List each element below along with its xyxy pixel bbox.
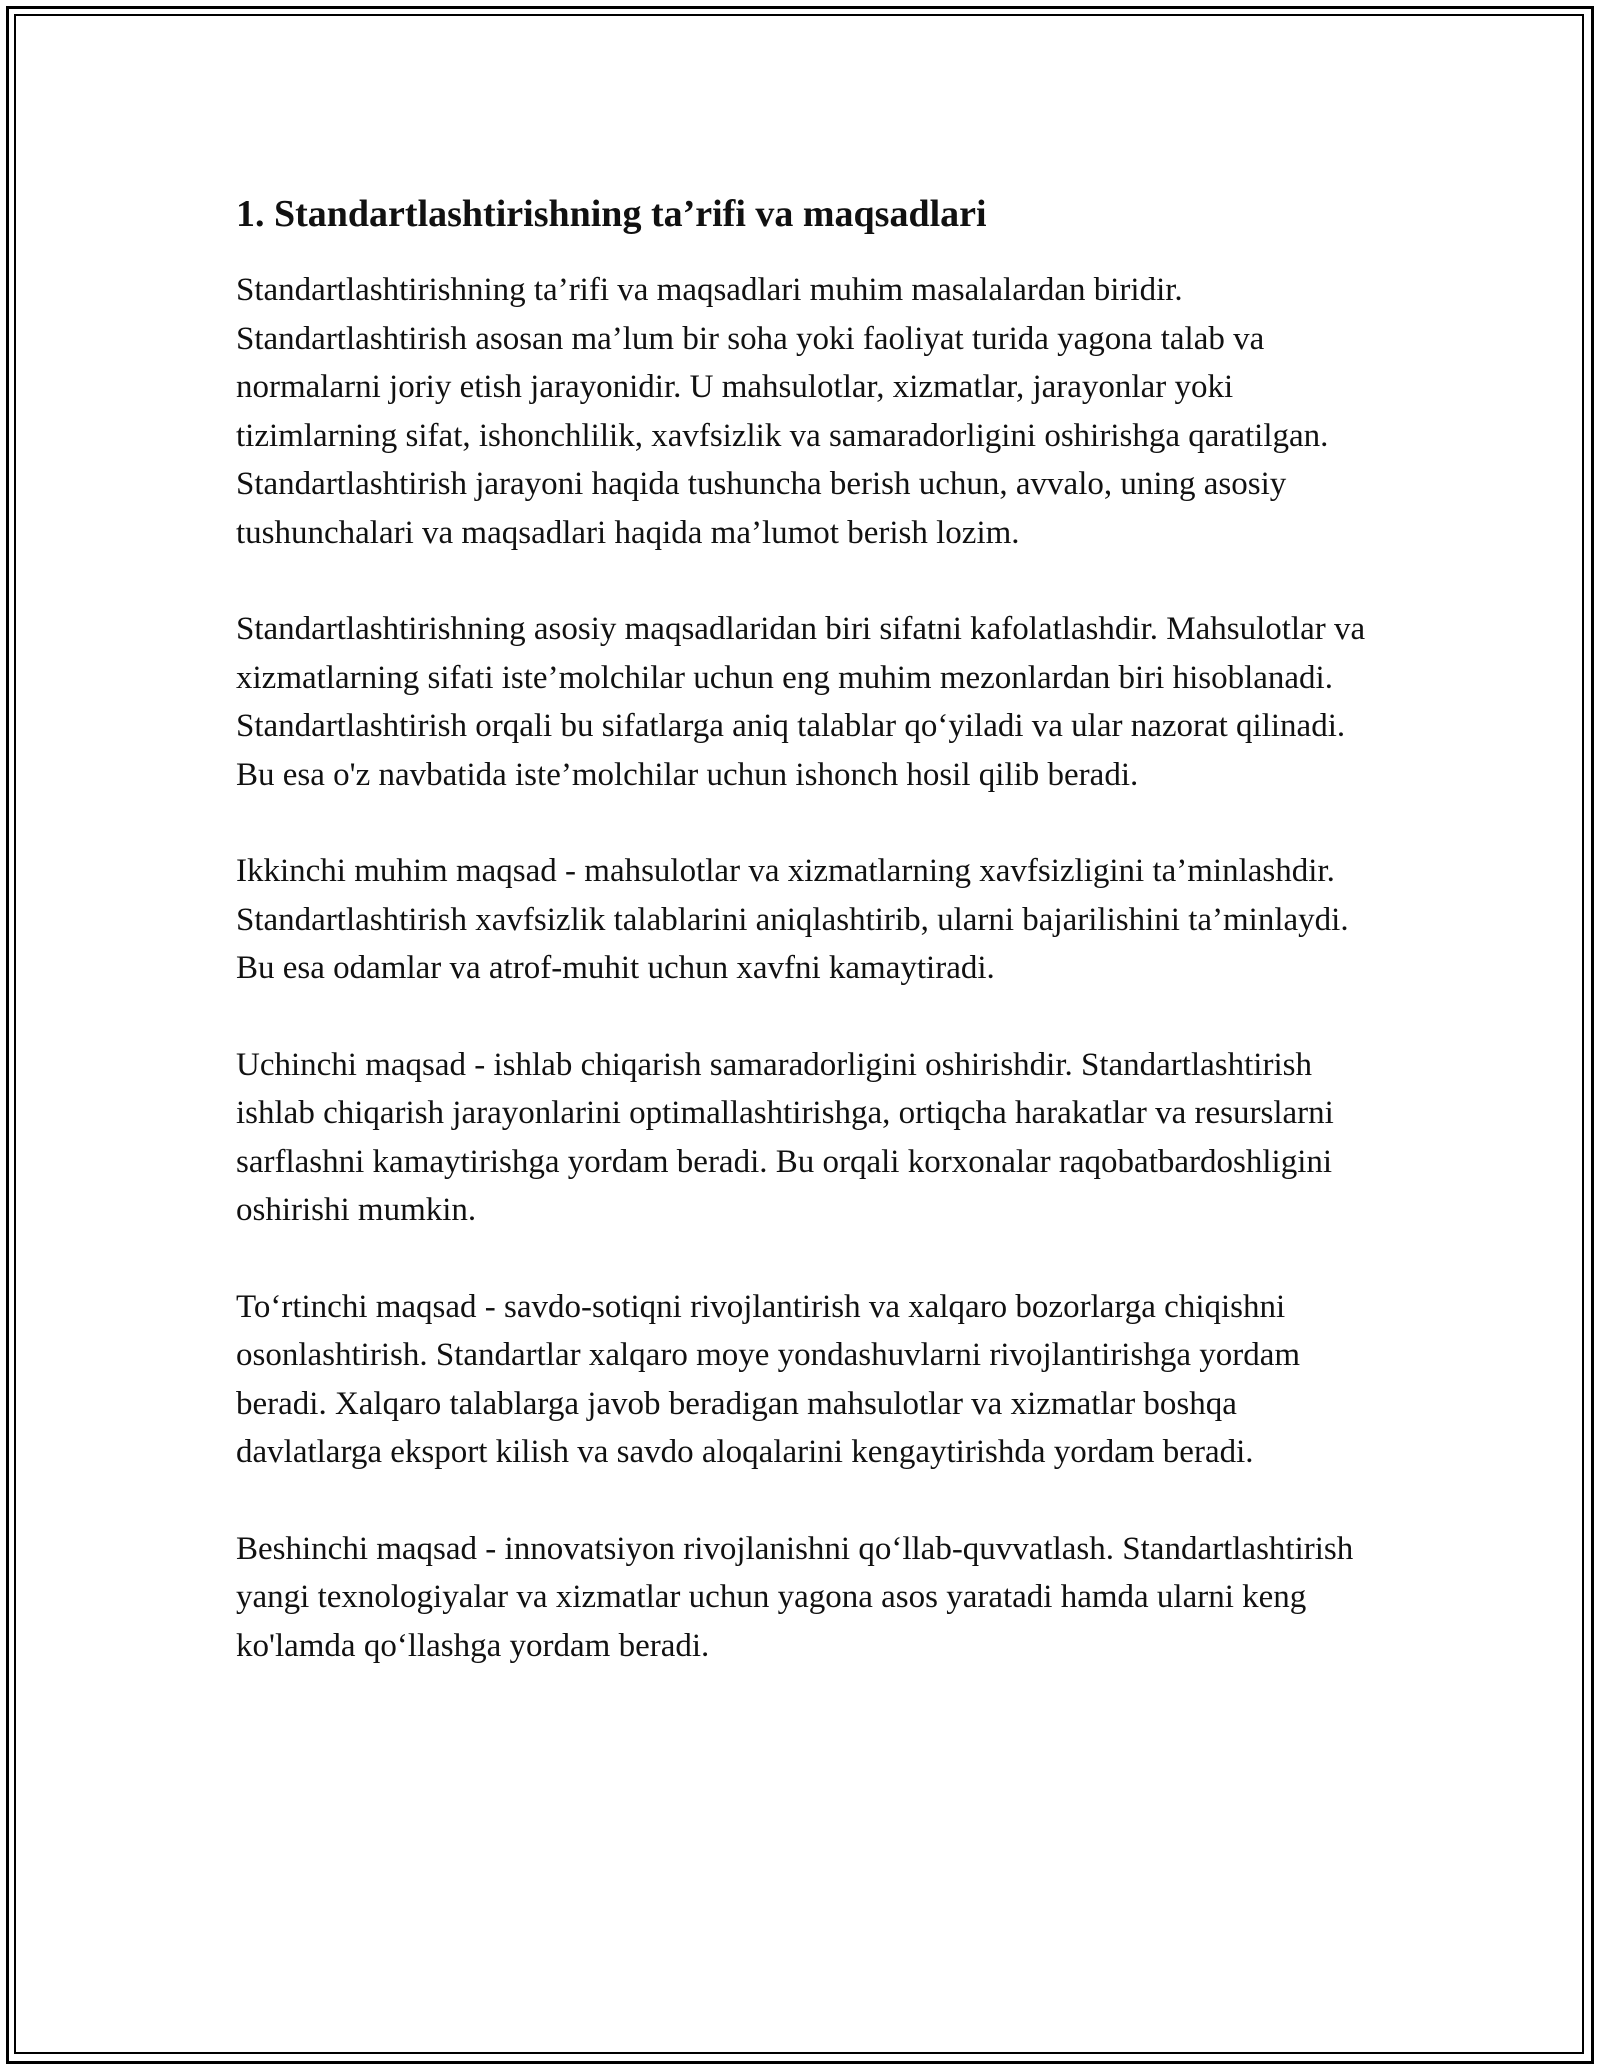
paragraph-goal-safety: Ikkinchi muhim maqsad - mahsulotlar va xizmatlarning xavfsizligini ta’minlashdir. Standartlashtirish xavfsizlik talablarini aniqlashtirib, ularni bajarilishini ta’minlaydi. Bu esa odamlar va atrof-muhit uchun xavfni kamaytiradi.	[236, 853, 1349, 986]
section-heading: 1. Standartlashtirishning ta’rifi va maqsadlari	[236, 193, 987, 235]
paragraph-goal-trade: To‘rtinchi maqsad - savdo-sotiqni rivojlantirish va xalqaro bozorlarga chiqishni osonlashtirish. Standartlar xalqaro moye yondashuvlarni rivojlantirishga yordam beradi. Xalqaro talablarga javob beradigan mahsulotlar va xizmatlar boshqa davlatlarga eksport kilish va savdo aloqalarini kengaytirishda yordam beradi.	[236, 1288, 1301, 1470]
paragraph-goal-quality: Standartlashtirishning asosiy maqsadlaridan biri sifatni kafolatlashdir. Mahsulotlar va xizmatlarning sifati iste’molchilar uchun eng muhim mezonlardan biri hisoblanadi. Standartlashtirish orqali bu sifatlarga aniq talablar qo‘yiladi va ular nazorat qilinadi. Bu esa o'z navbatida iste’molchilar uchun ishonch hosil qilib beradi.	[236, 611, 1366, 793]
paragraph-goal-efficiency: Uchinchi maqsad - ishlab chiqarish samaradorligini oshirishdir. Standartlashtirish ishlab chiqarish jarayonlarini optimallashtirishga, ortiqcha harakatlar va resurslarni sarflashni kamaytirishga yordam beradi. Bu orqali korxonalar raqobatbardoshligini oshirishi mumkin.	[236, 1046, 1334, 1228]
paragraph-goal-innovation: Beshinchi maqsad - innovatsiyon rivojlanishni qo‘llab-quvvatlash. Standartlashtirish yangi texnologiyalar va xizmatlar uchun yagona asos yaratadi hamda ularni keng ko'lamda qo‘llashga yordam beradi.	[236, 1530, 1354, 1664]
paragraph-definition: Standartlashtirishning ta’rifi va maqsadlari muhim masalalardan biridir. Standartlashtirish asosan ma’lum bir soha yoki faoliyat turida yagona talab va normalarni joriy etish jarayonidir. U mahsulotlar, xizmatlar, jarayonlar yoki tizimlarning sifat, ishonchlilik, xavfsizlik va samaradorligini oshirishga qaratilgan. Standartlashtirish jarayoni haqida tushuncha berish uchun, avvalo, uning asosiy tushunchalari va maqsadlari haqida ma’lumot berish lozim.	[236, 272, 1329, 551]
document-body	[236, 188, 1366, 1718]
